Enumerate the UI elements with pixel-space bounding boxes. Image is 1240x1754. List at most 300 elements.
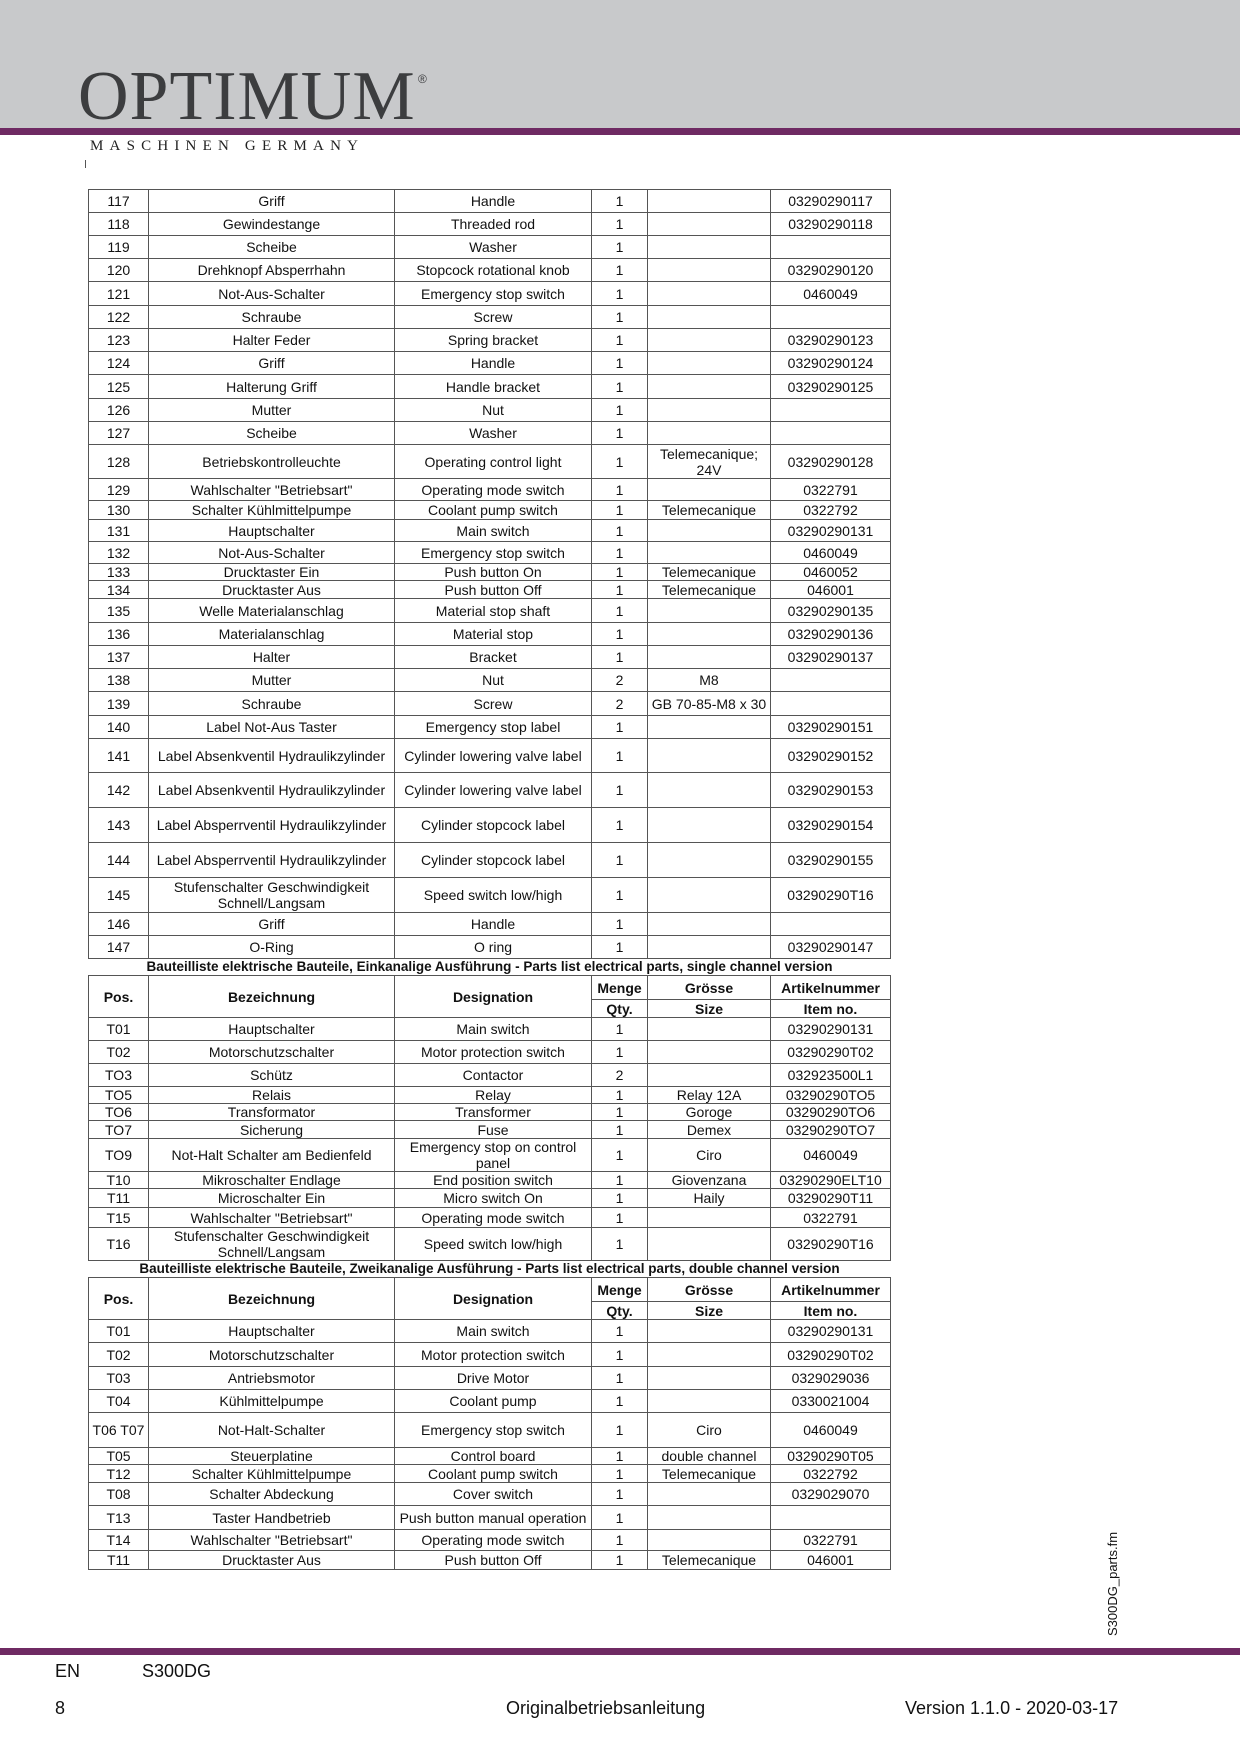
table-row [89, 1139, 891, 1172]
cell-item-no: 0330021004 [771, 1390, 891, 1413]
header-menge: Menge [592, 1278, 648, 1302]
cell-designation: Coolant pump switch [395, 501, 592, 520]
cell-size [648, 1208, 771, 1228]
cell-item-no: 03290290117 [771, 190, 891, 213]
cell-pos: T16 [89, 1228, 149, 1261]
cell-pos: T06 T07 [89, 1413, 149, 1448]
table-row [89, 692, 891, 716]
cell-size [648, 936, 771, 959]
cell-qty: 1 [592, 501, 648, 520]
table-row [89, 936, 891, 959]
cell-item-no: 03290290137 [771, 646, 891, 669]
header-qty: Qty. [592, 1302, 648, 1320]
footer-divider [0, 1648, 1240, 1655]
cell-size [648, 213, 771, 236]
cell-bezeichnung: Label Absperrventil Hydraulikzylinder [149, 843, 395, 878]
cell-bezeichnung: Schraube [149, 306, 395, 329]
cell-size [648, 1390, 771, 1413]
cell-size [648, 913, 771, 936]
header-bezeichnung: Bezeichnung [149, 1278, 395, 1320]
cell-pos: T03 [89, 1367, 149, 1390]
cell-bezeichnung: Kühlmittelpumpe [149, 1390, 395, 1413]
cell-designation: Cylinder stopcock label [395, 843, 592, 878]
cell-designation: Bracket [395, 646, 592, 669]
cell-bezeichnung: Hauptschalter [149, 520, 395, 542]
cell-item-no: 0322792 [771, 1465, 891, 1483]
cell-size [648, 646, 771, 669]
cell-size: Telemecanique [648, 1551, 771, 1570]
table-row [89, 1530, 891, 1551]
header-size: Size [648, 1000, 771, 1018]
cell-designation: Material stop shaft [395, 599, 592, 623]
cell-pos: 123 [89, 329, 149, 352]
section-title: Bauteilliste elektrische Bauteile, Einkanalige Ausführung - Parts list electrical parts, single channel version [89, 959, 891, 976]
cell-qty: 1 [592, 375, 648, 399]
cell-size: Telemecanique [648, 501, 771, 520]
cell-bezeichnung: Schalter Kühlmittelpumpe [149, 501, 395, 520]
cell-size [648, 1064, 771, 1087]
cell-pos: 144 [89, 843, 149, 878]
cell-pos: T01 [89, 1320, 149, 1343]
cell-item-no [771, 422, 891, 445]
cell-designation: Threaded rod [395, 213, 592, 236]
table-row [89, 259, 891, 282]
cell-qty: 1 [592, 1121, 648, 1139]
cell-bezeichnung: Drucktaster Aus [149, 1551, 395, 1570]
table-row [89, 1343, 891, 1367]
cell-size [648, 1320, 771, 1343]
table-row [89, 623, 891, 646]
cell-item-no: 03290290155 [771, 843, 891, 878]
cell-size: Telemecanique; 24V [648, 445, 771, 479]
cell-size [648, 716, 771, 739]
cell-item-no: 03290290125 [771, 375, 891, 399]
cell-designation: Material stop [395, 623, 592, 646]
cell-size [648, 773, 771, 808]
cell-bezeichnung: Label Absenkventil Hydraulikzylinder [149, 739, 395, 773]
cell-size: Telemecanique [648, 581, 771, 599]
cell-item-no: 03290290T11 [771, 1189, 891, 1208]
table-row [89, 1087, 891, 1104]
header-item-no: Item no. [771, 1302, 891, 1320]
cell-item-no: 03290290152 [771, 739, 891, 773]
header-size: Size [648, 1302, 771, 1320]
cell-bezeichnung: Wahlschalter "Betriebsart" [149, 479, 395, 501]
cell-size [648, 599, 771, 623]
cell-qty: 1 [592, 1041, 648, 1064]
cell-item-no: 0329029070 [771, 1483, 891, 1506]
table-row [89, 773, 891, 808]
cell-bezeichnung: Griff [149, 190, 395, 213]
cell-bezeichnung: Antriebsmotor [149, 1367, 395, 1390]
cell-designation: Drive Motor [395, 1367, 592, 1390]
cell-size [648, 1018, 771, 1041]
cell-item-no: 03290290136 [771, 623, 891, 646]
cell-size [648, 236, 771, 259]
cell-qty: 1 [592, 542, 648, 564]
cell-bezeichnung: Mutter [149, 669, 395, 692]
header-pos: Pos. [89, 1278, 149, 1320]
cell-bezeichnung: Drehknopf Absperrhahn [149, 259, 395, 282]
table-row [89, 329, 891, 352]
table-row [89, 479, 891, 501]
cell-designation: Main switch [395, 1320, 592, 1343]
cell-qty: 1 [592, 190, 648, 213]
cell-designation: Push button On [395, 564, 592, 581]
cell-qty: 1 [592, 282, 648, 306]
cell-designation: Handle bracket [395, 375, 592, 399]
cell-pos: T01 [89, 1018, 149, 1041]
cell-designation: Handle [395, 913, 592, 936]
cell-qty: 1 [592, 1228, 648, 1261]
cell-size: Telemecanique [648, 1465, 771, 1483]
cell-item-no: 0322791 [771, 1208, 891, 1228]
table-row [89, 1104, 891, 1121]
cell-bezeichnung: Materialanschlag [149, 623, 395, 646]
cell-qty: 1 [592, 1172, 648, 1189]
cell-qty: 1 [592, 843, 648, 878]
cell-qty: 1 [592, 236, 648, 259]
footer-document-title: Originalbetriebsanleitung [506, 1698, 706, 1718]
footer-version: Version 1.1.0 - 2020-03-17 [905, 1698, 1119, 1718]
cell-size [648, 329, 771, 352]
cell-qty: 1 [592, 1413, 648, 1448]
cell-pos: 131 [89, 520, 149, 542]
cell-bezeichnung: Not-Aus-Schalter [149, 282, 395, 306]
cell-qty: 1 [592, 399, 648, 422]
cell-size: Ciro [648, 1413, 771, 1448]
table-row [89, 1551, 891, 1570]
cell-designation: Cylinder lowering valve label [395, 773, 592, 808]
cell-designation: Operating mode switch [395, 479, 592, 501]
cell-size: Telemecanique [648, 564, 771, 581]
cell-qty: 1 [592, 564, 648, 581]
cell-qty: 1 [592, 599, 648, 623]
cell-pos: 127 [89, 422, 149, 445]
cell-item-no: 03290290154 [771, 808, 891, 843]
cell-bezeichnung: Stufenschalter Geschwindigkeit Schnell/Langsam [149, 1228, 395, 1261]
cell-bezeichnung: Schalter Kühlmittelpumpe [149, 1465, 395, 1483]
cell-pos: TO6 [89, 1104, 149, 1121]
cell-qty: 1 [592, 520, 648, 542]
cell-size: Ciro [648, 1139, 771, 1172]
cell-item-no: 03290290128 [771, 445, 891, 479]
cell-qty: 1 [592, 1465, 648, 1483]
cell-bezeichnung: Scheibe [149, 236, 395, 259]
cell-bezeichnung: Steuerplatine [149, 1448, 395, 1465]
cell-designation: Emergency stop switch [395, 542, 592, 564]
cell-designation: Motor protection switch [395, 1343, 592, 1367]
cell-designation: Main switch [395, 1018, 592, 1041]
cell-qty: 1 [592, 913, 648, 936]
cell-item-no: 03290290120 [771, 259, 891, 282]
cell-qty: 1 [592, 1390, 648, 1413]
cell-bezeichnung: Wahlschalter "Betriebsart" [149, 1208, 395, 1228]
cell-qty: 1 [592, 1320, 648, 1343]
section-title: Bauteilliste elektrische Bauteile, Zweikanalige Ausführung - Parts list electrical parts, double channel version [89, 1261, 891, 1278]
table-row [89, 501, 891, 520]
cell-item-no: 0322791 [771, 479, 891, 501]
cell-pos: T11 [89, 1551, 149, 1570]
cell-pos: T08 [89, 1483, 149, 1506]
cell-item-no: 03290290T05 [771, 1448, 891, 1465]
cell-bezeichnung: Not-Aus-Schalter [149, 542, 395, 564]
cell-qty: 1 [592, 479, 648, 501]
cell-size [648, 1367, 771, 1390]
cell-bezeichnung: Stufenschalter Geschwindigkeit Schnell/Langsam [149, 878, 395, 913]
cell-size [648, 259, 771, 282]
table-row [89, 1465, 891, 1483]
table-row [89, 843, 891, 878]
cell-size: double channel [648, 1448, 771, 1465]
cell-designation: Speed switch low/high [395, 1228, 592, 1261]
cell-pos: 142 [89, 773, 149, 808]
cell-qty: 1 [592, 329, 648, 352]
table-row [89, 1413, 891, 1448]
cell-qty: 1 [592, 878, 648, 913]
cell-size: Goroge [648, 1104, 771, 1121]
cell-designation: Cylinder lowering valve label [395, 739, 592, 773]
cell-size [648, 1506, 771, 1530]
cell-item-no: 03290290151 [771, 716, 891, 739]
logo-tagline: MASCHINEN GERMANY [90, 138, 365, 154]
cell-size: Haily [648, 1189, 771, 1208]
cell-designation: Fuse [395, 1121, 592, 1139]
table-row [89, 599, 891, 623]
header-artikelnummer: Artikelnummer [771, 976, 891, 1000]
cell-size [648, 1041, 771, 1064]
table-row [89, 1208, 891, 1228]
cell-qty: 1 [592, 1087, 648, 1104]
cell-pos: 146 [89, 913, 149, 936]
cell-pos: 121 [89, 282, 149, 306]
table-row [89, 878, 891, 913]
cell-designation: Coolant pump switch [395, 1465, 592, 1483]
cell-bezeichnung: Label Absperrventil Hydraulikzylinder [149, 808, 395, 843]
cell-designation: Main switch [395, 520, 592, 542]
cell-pos: T15 [89, 1208, 149, 1228]
optimum-logo: OPTIMUM [78, 58, 416, 135]
cell-bezeichnung: Halterung Griff [149, 375, 395, 399]
header-artikelnummer: Artikelnummer [771, 1278, 891, 1302]
cell-designation: Push button Off [395, 581, 592, 599]
cell-item-no: 0322791 [771, 1530, 891, 1551]
table-row [89, 1483, 891, 1506]
cell-pos: 133 [89, 564, 149, 581]
header-groesse: Grösse [648, 976, 771, 1000]
table-row [89, 422, 891, 445]
cell-pos: 129 [89, 479, 149, 501]
table-row [89, 352, 891, 375]
cell-bezeichnung: Gewindestange [149, 213, 395, 236]
header-bezeichnung: Bezeichnung [149, 976, 395, 1018]
cell-designation: Screw [395, 692, 592, 716]
cell-bezeichnung: Griff [149, 913, 395, 936]
cell-size [648, 306, 771, 329]
cell-designation: Handle [395, 352, 592, 375]
cell-qty: 2 [592, 1064, 648, 1087]
cell-bezeichnung: Not-Halt Schalter am Bedienfeld [149, 1139, 395, 1172]
cell-size [648, 808, 771, 843]
cell-pos: 124 [89, 352, 149, 375]
cell-designation: Spring bracket [395, 329, 592, 352]
cell-bezeichnung: Relais [149, 1087, 395, 1104]
cell-designation: Stopcock rotational knob [395, 259, 592, 282]
cell-designation: Push button Off [395, 1551, 592, 1570]
cell-bezeichnung: Mikroschalter Endlage [149, 1172, 395, 1189]
header-menge: Menge [592, 976, 648, 1000]
table-row [89, 542, 891, 564]
cell-qty: 1 [592, 808, 648, 843]
cell-item-no: 03290290135 [771, 599, 891, 623]
cell-bezeichnung: O-Ring [149, 936, 395, 959]
cell-pos: 134 [89, 581, 149, 599]
cell-qty: 1 [592, 422, 648, 445]
cell-size [648, 878, 771, 913]
table-row [89, 445, 891, 479]
table-row [89, 520, 891, 542]
cell-bezeichnung: Taster Handbetrieb [149, 1506, 395, 1530]
cell-designation: Screw [395, 306, 592, 329]
table-row [89, 716, 891, 739]
cell-pos: 119 [89, 236, 149, 259]
table-row [89, 581, 891, 599]
cell-size [648, 1530, 771, 1551]
cell-qty: 1 [592, 1530, 648, 1551]
table-row [89, 1320, 891, 1343]
cell-designation: Emergency stop switch [395, 282, 592, 306]
cell-size [648, 479, 771, 501]
cell-pos: T14 [89, 1530, 149, 1551]
cell-designation: Nut [395, 669, 592, 692]
table-row [89, 1506, 891, 1530]
cell-bezeichnung: Motorschutzschalter [149, 1343, 395, 1367]
cell-size [648, 1483, 771, 1506]
cell-bezeichnung: Sicherung [149, 1121, 395, 1139]
cell-bezeichnung: Welle Materialanschlag [149, 599, 395, 623]
cell-size [648, 1228, 771, 1261]
cell-item-no: 0460049 [771, 1139, 891, 1172]
cell-pos: 122 [89, 306, 149, 329]
cell-bezeichnung: Scheibe [149, 422, 395, 445]
header-qty: Qty. [592, 1000, 648, 1018]
cell-bezeichnung: Hauptschalter [149, 1320, 395, 1343]
cell-pos: TO3 [89, 1064, 149, 1087]
margin-tick [85, 160, 86, 168]
table-row [89, 1064, 891, 1087]
cell-designation: Operating mode switch [395, 1530, 592, 1551]
cell-size: GB 70-85-M8 x 30 [648, 692, 771, 716]
cell-pos: 138 [89, 669, 149, 692]
cell-qty: 1 [592, 1367, 648, 1390]
cell-qty: 2 [592, 692, 648, 716]
cell-bezeichnung: Schütz [149, 1064, 395, 1087]
cell-item-no: 046001 [771, 581, 891, 599]
cell-qty: 1 [592, 1104, 648, 1121]
file-name-label: S300DG_parts.fm [1105, 1531, 1120, 1636]
cell-designation: Emergency stop on control panel [395, 1139, 592, 1172]
cell-bezeichnung: Griff [149, 352, 395, 375]
cell-item-no: 03290290TO5 [771, 1087, 891, 1104]
cell-item-no: 032923500L1 [771, 1064, 891, 1087]
cell-designation: Cover switch [395, 1483, 592, 1506]
cell-bezeichnung: Label Absenkventil Hydraulikzylinder [149, 773, 395, 808]
cell-designation: Micro switch On [395, 1189, 592, 1208]
cell-pos: T02 [89, 1041, 149, 1064]
cell-designation: Handle [395, 190, 592, 213]
table-row [89, 1041, 891, 1064]
cell-pos: T11 [89, 1189, 149, 1208]
table-row [89, 1448, 891, 1465]
cell-bezeichnung: Mutter [149, 399, 395, 422]
cell-designation: Contactor [395, 1064, 592, 1087]
cell-item-no [771, 669, 891, 692]
cell-qty: 1 [592, 581, 648, 599]
cell-item-no: 03290290T16 [771, 878, 891, 913]
cell-pos: 145 [89, 878, 149, 913]
table-row [89, 213, 891, 236]
table-row [89, 1390, 891, 1413]
parts-table [88, 189, 891, 1570]
table-row [89, 646, 891, 669]
cell-qty: 1 [592, 1551, 648, 1570]
cell-pos: T04 [89, 1390, 149, 1413]
cell-item-no: 03290290131 [771, 1320, 891, 1343]
table-row [89, 1228, 891, 1261]
cell-size [648, 1343, 771, 1367]
table-row [89, 669, 891, 692]
cell-pos: TO9 [89, 1139, 149, 1172]
cell-size: Relay 12A [648, 1087, 771, 1104]
cell-bezeichnung: Label Not-Aus Taster [149, 716, 395, 739]
table-row [89, 1367, 891, 1390]
header-row [89, 1278, 891, 1302]
table-row [89, 282, 891, 306]
cell-item-no: 03290290T16 [771, 1228, 891, 1261]
cell-bezeichnung: Halter Feder [149, 329, 395, 352]
cell-size: Giovenzana [648, 1172, 771, 1189]
cell-item-no: 03290290TO6 [771, 1104, 891, 1121]
cell-pos: T05 [89, 1448, 149, 1465]
cell-pos: 125 [89, 375, 149, 399]
cell-qty: 1 [592, 259, 648, 282]
cell-item-no: 0460049 [771, 1413, 891, 1448]
cell-item-no [771, 306, 891, 329]
cell-designation: Nut [395, 399, 592, 422]
cell-bezeichnung: Hauptschalter [149, 1018, 395, 1041]
cell-item-no: 0460049 [771, 542, 891, 564]
cell-pos: 132 [89, 542, 149, 564]
cell-bezeichnung: Drucktaster Ein [149, 564, 395, 581]
cell-designation: Speed switch low/high [395, 878, 592, 913]
cell-designation: Washer [395, 422, 592, 445]
header-designation: Designation [395, 976, 592, 1018]
cell-bezeichnung: Not-Halt-Schalter [149, 1413, 395, 1448]
table-row [89, 564, 891, 581]
cell-designation: Relay [395, 1087, 592, 1104]
cell-pos: T13 [89, 1506, 149, 1530]
cell-size [648, 739, 771, 773]
cell-size [648, 352, 771, 375]
table-row [89, 375, 891, 399]
cell-pos: 126 [89, 399, 149, 422]
footer-language: EN [55, 1661, 81, 1681]
cell-item-no: 03290290118 [771, 213, 891, 236]
cell-size [648, 422, 771, 445]
cell-bezeichnung: Motorschutzschalter [149, 1041, 395, 1064]
header-item-no: Item no. [771, 1000, 891, 1018]
section-title-row [89, 959, 891, 976]
